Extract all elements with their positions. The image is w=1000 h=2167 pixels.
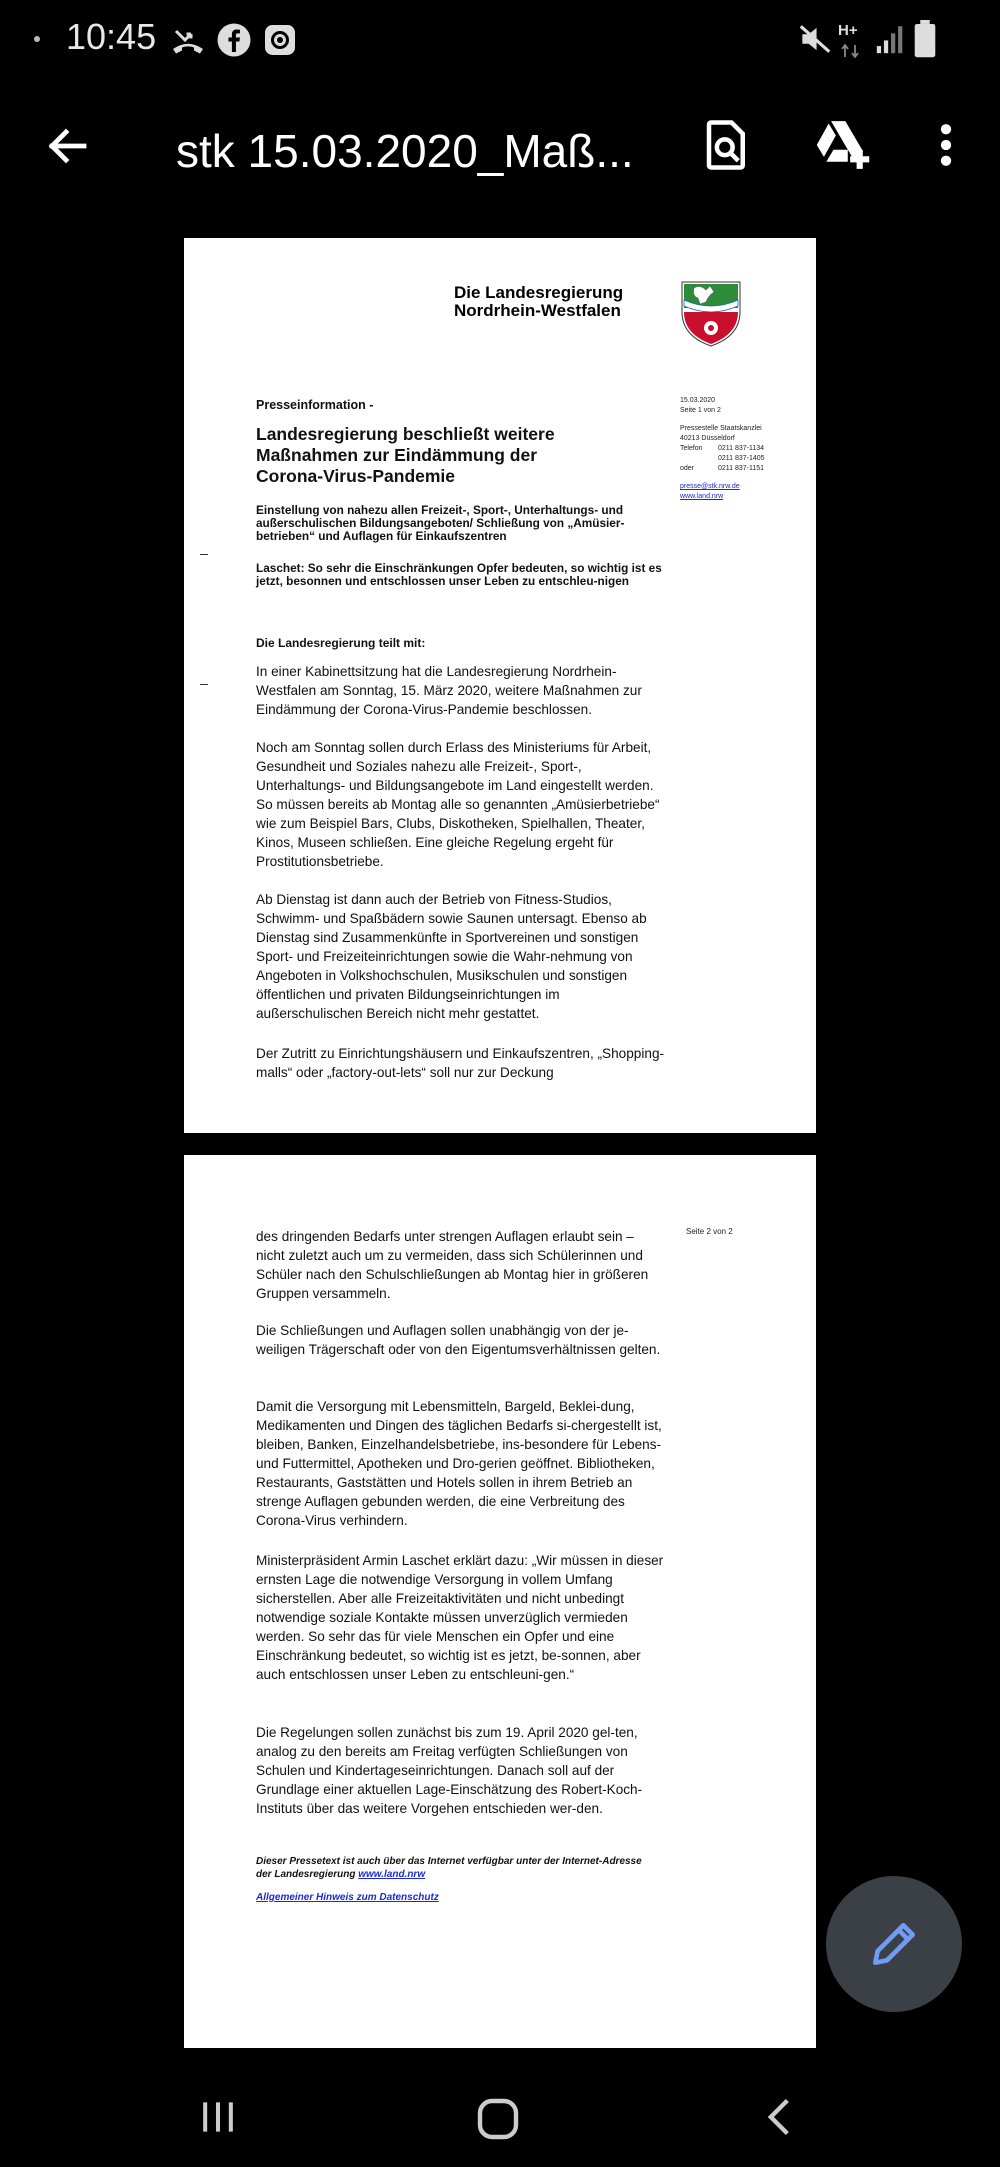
edit-fab-button[interactable]: [826, 1876, 962, 2012]
privacy-note[interactable]: [256, 1891, 666, 1904]
paragraph: Damit die Versorgung mit Lebensmitteln, Bargeld, Beklei-dung, Medikamenten und Dingen des täglichen Bedarfs si-chergestellt ist, bleiben, Banken, Einzelhandelsbetriebe, ins-besondere für Lebens- und Futtermittel, Apotheken und Dro-gerien geöffnet. Bibliotheken, Restaurants, Gaststätten und Hotels sollen in ihrem Betrieb an strenge Auflagen gebunden werden, die eine Verbreitung des Corona-Virus verhindern.: [256, 1399, 662, 1528]
nrw-coat-of-arms-icon: [680, 280, 742, 348]
sidebar-city: 40213 Düsseldorf: [680, 435, 735, 442]
letterhead-line-2: Nordrhein-Westfalen: [454, 301, 621, 320]
facebook-icon: [216, 22, 252, 58]
recent-apps-icon[interactable]: [196, 2095, 240, 2139]
sidebar-or-label: oder: [680, 465, 695, 472]
letterhead: [454, 284, 684, 320]
paragraph: Die Regelungen sollen zunächst bis zum 19. April 2020 gel-ten, analog zu den bereits am Freitag verfügten Schließungen von Schulen und Kindertageseinrichtungen. Danach soll auf der Grundlage einer aktuellen Lage-Einschätzung des Robert-Koch-Instituts über das weitere Vorgehen entschieden wer-den.: [256, 1725, 643, 1816]
email-link[interactable]: presse@stk.nrw.de: [680, 483, 740, 490]
mute-icon: [796, 20, 834, 58]
sidebar-date: 15.03.2020: [680, 397, 716, 404]
more-options-icon[interactable]: [928, 118, 964, 172]
paragraph: des dringenden Bedarfs unter strengen Auflagen erlaubt sein – nicht zuletzt auch um zu vermeiden, dass sich Schülerinnen und Schüler nach den Schulschließungen ab Montag hier in größeren Gruppen versammeln.: [256, 1229, 649, 1301]
paragraph: Ab Dienstag ist dann auch der Betrieb von Fitness-Studios, Schwimm- und Spaßbädern sowie Saunen untersagt. Ebenso ab Dienstag sind Zusammenkünfte in Sportvereinen und sonstigen Sport- und Freizeiteinrichtungen sowie die Wahr-nehmung von Angeboten in Volkshochschulen, Musikschulen und sonstigen öffentlichen und privaten Bildungseinrichtungen im außerschulischen Bereich nicht mehr gestattet.: [256, 892, 647, 1021]
sidebar-phone-2: 0211 837-1405: [718, 455, 765, 462]
privacy-link[interactable]: Allgemeiner Hinweis zum Datenschutz: [256, 1892, 439, 1903]
paragraph: In einer Kabinettsitzung hat die Landesregierung Nordrhein-Westfalen am Sonntag, 15. März 2020, weitere Maßnahmen zur Eindämmung der Corona-Virus-Pandemie beschlossen.: [256, 664, 642, 717]
hplus-data-icon: [838, 22, 864, 62]
letterhead-line-1: Die Landesregierung: [454, 283, 624, 302]
home-icon[interactable]: [474, 2095, 522, 2143]
paragraph: Noch am Sonntag sollen durch Erlass des Ministeriums für Arbeit, Gesundheit und Soziales nahezu alle Freizeit-, Sport-, Unterhaltungs- und Bildungsangebote im Land eingestellt werden. So müssen bereits ab Montag alle so genannten „Amüsierbetriebe“ wie zum Beispiel Bars, Clubs, Diskotheken, Spielhallen, Theater, Kinos, Museen schließen. Eine gleiche Regelung ergeht für Prostitutionsbetriebe.: [256, 740, 660, 869]
quote-lead: Laschet: So sehr die Einschränkungen Opfer bedeuten, so wichtig ist es jetzt, besonnen und entschlossen unser Leben zu entschleu-nigen: [256, 561, 662, 588]
sidebar-email-link[interactable]: [680, 482, 740, 492]
network-type-label: H+: [838, 22, 858, 39]
margin-mark: [200, 684, 208, 685]
margin-mark: [200, 554, 208, 555]
screen-record-icon: [262, 22, 298, 58]
paragraph: Die Schließungen und Auflagen sollen unabhängig von der je-weiligen Trägerschaft oder von den Eigentumsverhältnissen gelten.: [256, 1323, 661, 1357]
system-nav-bar: [0, 2067, 1000, 2167]
paragraph: Der Zutritt zu Einrichtungshäusern und Einkaufszentren, „Shopping-malls“ oder „factory-out-lets“ soll nur zur Deckung: [256, 1046, 665, 1080]
sidebar-phone-3: 0211 837-1151: [718, 465, 765, 472]
sidebar-phone-1: 0211 837-1134: [718, 445, 765, 452]
add-to-drive-icon[interactable]: [812, 116, 874, 174]
kicker: Presseinformation -: [256, 398, 374, 412]
subheadline: Einstellung von nahezu allen Freizeit-, Sport-, Unterhaltungs- und außerschulischen Bildungsangeboten/ Schließung von „Amüsier-betrieben“ und Auflagen für Einkaufszentren: [256, 503, 625, 543]
document-page-2[interactable]: [184, 1155, 816, 2048]
page-2-label: Seite 2 von 2: [686, 1227, 733, 1236]
website-link[interactable]: www.land.nrw: [680, 493, 724, 500]
status-time: 10:45: [66, 16, 157, 57]
headline: Landesregierung beschließt weitere Maßnahmen zur Eindämmung der Corona-Virus-Pandemie: [256, 424, 555, 486]
back-icon[interactable]: [758, 2095, 802, 2139]
edit-pencil-icon: [866, 1916, 922, 1972]
document-title: stk 15.03.2020_Maß...: [176, 125, 634, 177]
back-arrow-icon[interactable]: [44, 122, 92, 170]
battery-icon: [912, 20, 938, 58]
footer-note: [256, 1855, 656, 1881]
find-in-document-icon[interactable]: [700, 118, 754, 172]
document-page-1[interactable]: [184, 238, 816, 1133]
data-arrows-icon: [840, 44, 862, 58]
footer-note-text: Dieser Pressetext ist auch über das Internet verfügbar unter der Internet-Adresse der Landesregierung: [256, 1856, 642, 1880]
sidebar-website-link[interactable]: [680, 492, 723, 502]
signal-icon: [874, 22, 908, 56]
footer-website-link[interactable]: www.land.nrw: [358, 1869, 426, 1880]
paragraph: Ministerpräsident Armin Laschet erklärt dazu: „Wir müssen in dieser ernsten Lage die notwendige Versorgung in vollem Umfang sicherstellen. Aber alle Freizeitaktivitäten und nicht unbedingt notwendige soziale Kontakte müssen unverzüglich vermieden werden. So sehr das für viele Menschen ein Opfer und eine Einschränkung bedeutet, so wichtig ist es jetzt, be-sonnen, aber auch entschlossen unser Leben zu entschleuni-gen.“: [256, 1553, 664, 1682]
notification-dot: [34, 36, 40, 42]
intro-line: Die Landesregierung teilt mit:: [256, 636, 426, 650]
sidebar-office: Pressestelle Staatskanzlei: [680, 425, 762, 432]
sidebar-phone-label: Telefon: [680, 445, 703, 452]
missed-call-icon: [170, 22, 206, 58]
status-bar: [0, 0, 1000, 80]
sidebar-page: Seite 1 von 2: [680, 407, 721, 414]
